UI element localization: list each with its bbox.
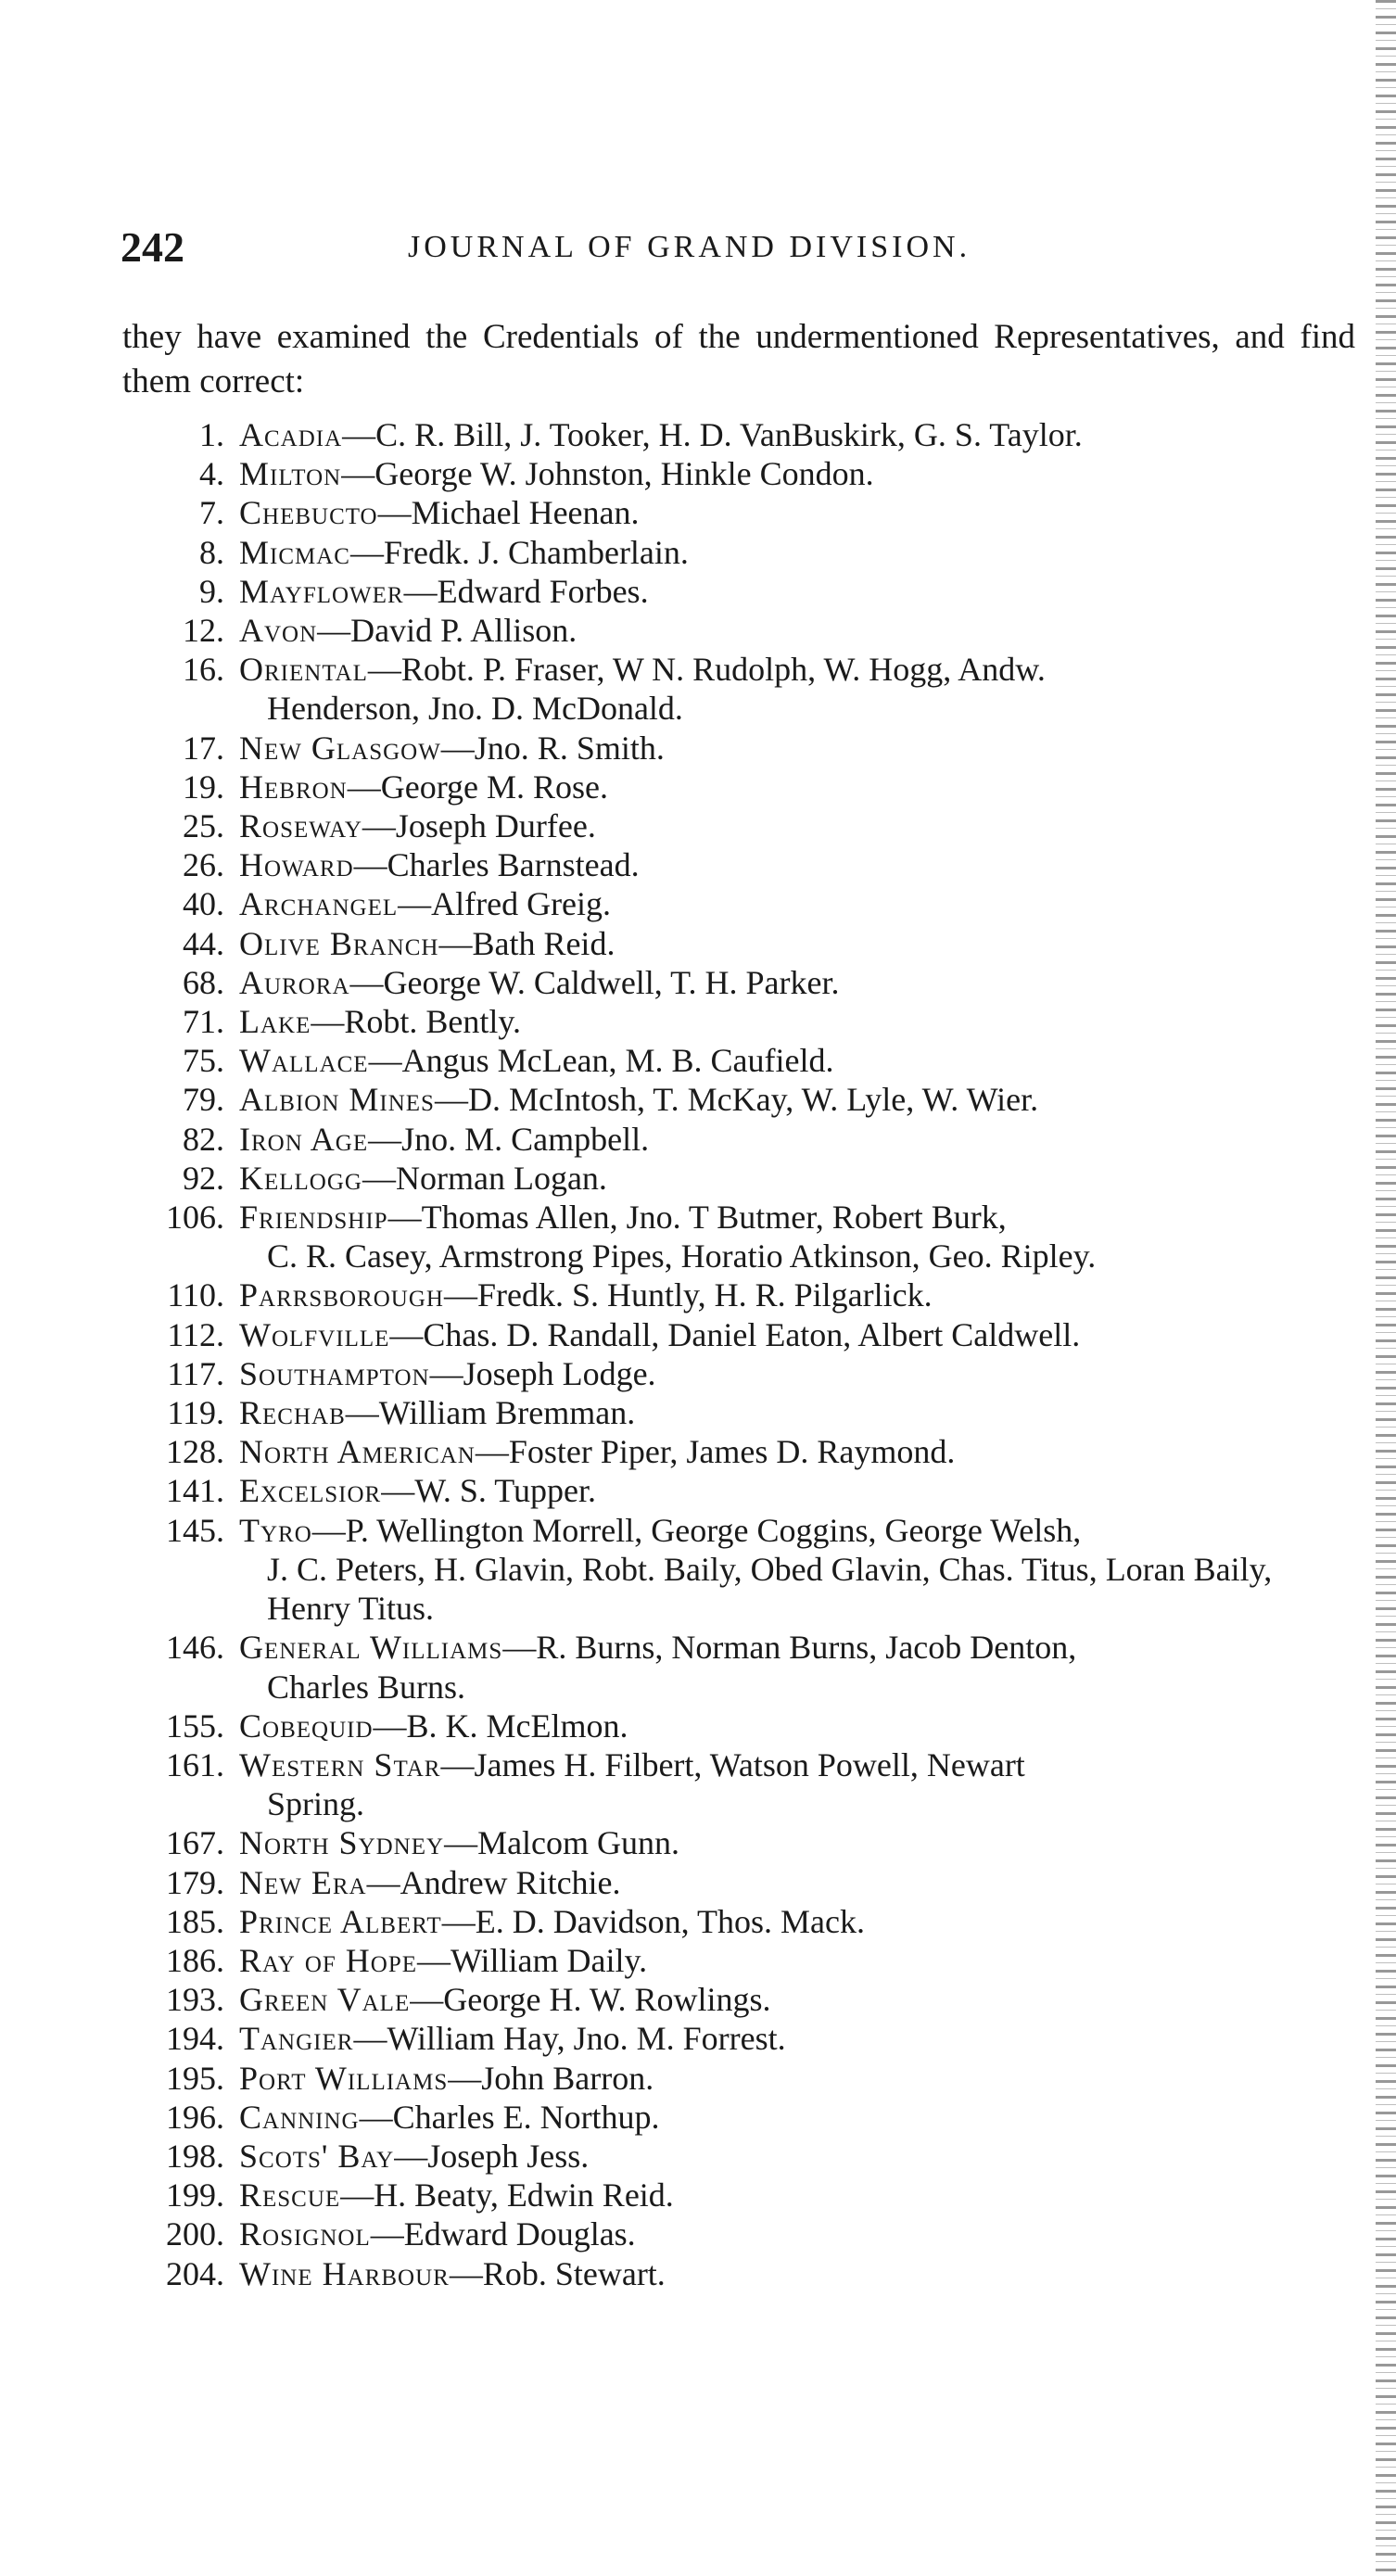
dash-separator: —: [349, 963, 384, 1001]
entry-number: 110.: [167, 1276, 224, 1314]
entry-number: 4.: [199, 455, 224, 493]
entry-body: [239, 2137, 1353, 2176]
entry-body: [239, 1863, 1353, 1902]
dash-separator: —: [410, 1981, 444, 2019]
dash-separator: —: [362, 807, 396, 845]
dash-separator: —: [366, 1863, 400, 1901]
lodge-name: North American: [239, 1433, 476, 1471]
entry-body: [239, 1707, 1353, 1745]
entry-number: 26.: [183, 846, 224, 884]
representative-names: P. Wellington Morrell, George Coggins, George Welsh,: [345, 1511, 1082, 1549]
list-item: [121, 1080, 1353, 1119]
representative-names: William Bremman.: [378, 1394, 636, 1432]
dash-separator: —: [440, 729, 475, 767]
representative-names: Alfred Greig.: [431, 885, 612, 923]
dash-separator: —: [370, 2215, 404, 2253]
entry-number: 141.: [166, 1472, 224, 1510]
entry-body: [239, 611, 1353, 650]
representative-names-continued: J. C. Peters, H. Glavin, Robt. Baily, Obed Glavin, Chas. Titus, Loran Baily, Henry Titus.: [267, 1550, 1273, 1628]
representative-names: George W. Johnston, Hinkle Condon.: [374, 455, 874, 493]
dash-separator: —: [347, 768, 381, 806]
lodge-name: Scots' Bay: [239, 2137, 395, 2175]
representative-names: C. R. Bill, J. Tooker, H. D. VanBuskirk, G. S. Taylor.: [375, 416, 1083, 453]
dash-separator: —: [377, 494, 412, 532]
entry-body: [239, 729, 1353, 768]
entry-body: [239, 2176, 1353, 2214]
list-item: [121, 1823, 1353, 1862]
lodge-name: Friendship: [239, 1199, 388, 1237]
entry-number: 68.: [183, 963, 224, 1001]
dash-separator: —: [368, 1120, 402, 1158]
entry-body: [239, 1941, 1353, 1980]
entry-body: [239, 1980, 1353, 2019]
dash-separator: —: [443, 1276, 477, 1314]
dash-separator: —: [417, 1941, 451, 1979]
lodge-name: Ray of Hope: [239, 1941, 418, 1979]
entry-number: 71.: [183, 1003, 224, 1041]
representative-names: Jno. R. Smith.: [474, 729, 665, 767]
dash-separator: —: [349, 533, 384, 571]
lodge-name: Albion Mines: [239, 1081, 435, 1119]
dash-separator: —: [444, 1824, 478, 1862]
list-item: [121, 1002, 1353, 1041]
lodge-name: Rescue: [239, 2176, 341, 2214]
lodge-name: Micmac: [239, 533, 350, 571]
lodge-name: Milton: [239, 455, 342, 493]
entry-body: [239, 2214, 1353, 2253]
dash-separator: —: [389, 1315, 424, 1353]
entry-number: 204.: [166, 2254, 224, 2292]
dash-separator: —: [359, 2098, 393, 2136]
list-item: [121, 1432, 1353, 1471]
lodge-name: Southampton: [239, 1354, 430, 1392]
entry-body: [239, 1393, 1353, 1432]
lodge-name: Rechab: [239, 1394, 346, 1432]
entry-number: 196.: [166, 2098, 224, 2136]
entry-body: [239, 2254, 1353, 2293]
list-item: [121, 1041, 1353, 1080]
list-item: [121, 2019, 1353, 2058]
list-item: [121, 1511, 1353, 1629]
entry-number: 8.: [199, 533, 224, 571]
list-item: [121, 1745, 1353, 1823]
lodge-name: Olive Branch: [239, 924, 439, 962]
list-item: [121, 611, 1353, 650]
entry-number: 7.: [199, 494, 224, 532]
lodge-name: Tangier: [239, 2020, 354, 2058]
entry-body: [239, 2098, 1353, 2137]
lodge-name: Chebucto: [239, 494, 378, 532]
list-item: [121, 2214, 1353, 2253]
lodge-name: Oriental: [239, 651, 368, 689]
dash-separator: —: [353, 2020, 387, 2058]
dash-separator: —: [340, 2176, 374, 2214]
entry-number: 117.: [167, 1354, 224, 1392]
dash-separator: —: [342, 416, 376, 453]
lodge-name: Mayflower: [239, 572, 404, 610]
entry-number: 112.: [167, 1315, 224, 1353]
lodge-name: Avon: [239, 612, 318, 650]
lodge-name: Cobequid: [239, 1707, 374, 1745]
list-item: [121, 533, 1353, 572]
entry-body: [239, 415, 1353, 454]
list-item: [121, 2176, 1353, 2214]
entry-body: [239, 1745, 1353, 1823]
dash-separator: —: [429, 1354, 463, 1392]
lodge-name: Western Star: [239, 1745, 441, 1783]
representative-names: E. D. Davidson, Thos. Mack.: [475, 1902, 865, 1940]
representative-names: Andrew Ritchie.: [400, 1863, 621, 1901]
representative-names: David P. Allison.: [350, 612, 577, 650]
lodge-name: Iron Age: [239, 1120, 369, 1158]
lodge-name: Kellogg: [239, 1159, 362, 1197]
entry-body: [239, 1159, 1353, 1198]
representative-names: Joseph Lodge.: [463, 1354, 656, 1392]
representative-names: Fredk. S. Huntly, H. R. Pilgarlick.: [476, 1276, 933, 1314]
entry-number: 145.: [166, 1511, 224, 1549]
entry-number: 16.: [183, 651, 224, 689]
entry-number: 167.: [166, 1824, 224, 1862]
representative-names: Joseph Jess.: [427, 2137, 590, 2175]
list-item: [121, 1393, 1353, 1432]
entry-number: 185.: [166, 1902, 224, 1940]
entry-body: [239, 1628, 1353, 1706]
list-item: [121, 845, 1353, 884]
lodge-name: New Glasgow: [239, 729, 441, 767]
lodge-name: Roseway: [239, 807, 362, 845]
list-item: [121, 884, 1353, 923]
entry-number: 106.: [166, 1199, 224, 1237]
dash-separator: —: [345, 1394, 379, 1432]
dash-separator: —: [502, 1629, 537, 1667]
lodge-name: Excelsior: [239, 1472, 382, 1510]
lodge-name: Canning: [239, 2098, 360, 2136]
lodge-name: Aurora: [239, 963, 350, 1001]
lodge-name: General Williams: [239, 1629, 503, 1667]
entry-body: [239, 1315, 1353, 1354]
entry-number: 1.: [199, 416, 224, 453]
list-item: [121, 1863, 1353, 1902]
running-title: JOURNAL OF GRAND DIVISION.: [408, 230, 971, 264]
entry-body: [239, 806, 1353, 845]
representative-names: George M. Rose.: [380, 768, 609, 806]
dash-separator: —: [403, 572, 438, 610]
list-item: [121, 1275, 1353, 1314]
dash-separator: —: [394, 2137, 428, 2175]
dash-separator: —: [362, 1159, 396, 1197]
dash-separator: —: [353, 846, 387, 884]
entry-body: [239, 1120, 1353, 1159]
entry-number: 179.: [166, 1863, 224, 1901]
entry-body: [239, 2019, 1353, 2058]
entry-body: [239, 1080, 1353, 1119]
intro-paragraph: they have examined the Credentials of the undermentioned Representatives, and find them correct:: [122, 318, 1355, 400]
dash-separator: —: [317, 612, 351, 650]
representative-names: Angus McLean, M. B. Caufield.: [401, 1042, 834, 1080]
entry-body: [239, 454, 1353, 493]
representative-names: Chas. D. Randall, Daniel Eaton, Albert Caldwell.: [423, 1315, 1081, 1353]
dash-separator: —: [387, 1199, 422, 1237]
entry-number: 128.: [166, 1433, 224, 1471]
dash-separator: —: [441, 1902, 476, 1940]
entry-body: [239, 533, 1353, 572]
lodge-name: Parrsborough: [239, 1276, 444, 1314]
entry-body: [239, 1511, 1353, 1629]
dash-separator: —: [398, 885, 432, 923]
lodge-name: Rosignol: [239, 2215, 371, 2253]
entry-number: 44.: [183, 924, 224, 962]
list-item: [121, 1471, 1353, 1510]
list-item: [121, 650, 1353, 728]
representative-names: R. Burns, Norman Burns, Jacob Denton,: [536, 1629, 1077, 1667]
lodge-name: Green Vale: [239, 1981, 411, 2019]
representative-names: Foster Piper, James D. Raymond.: [508, 1433, 956, 1471]
entry-number: 19.: [183, 768, 224, 806]
dash-separator: —: [341, 455, 375, 493]
entry-body: [239, 884, 1353, 923]
representative-names: George W. Caldwell, T. H. Parker.: [383, 963, 840, 1001]
entry-body: [239, 493, 1353, 532]
entry-body: [239, 1471, 1353, 1510]
entry-number: 79.: [183, 1081, 224, 1119]
list-item: [121, 729, 1353, 768]
entry-number: 146.: [166, 1629, 224, 1667]
entry-number: 198.: [166, 2137, 224, 2175]
lodge-name: Archangel: [239, 885, 399, 923]
list-item: [121, 1120, 1353, 1159]
representative-names-continued: Spring.: [267, 1785, 365, 1823]
representative-names: William Daily.: [451, 1941, 648, 1979]
dash-separator: —: [381, 1472, 415, 1510]
lodge-name: Hebron: [239, 768, 348, 806]
dash-separator: —: [368, 1042, 402, 1080]
list-item: [121, 1198, 1353, 1275]
lodge-name: Wallace: [239, 1042, 369, 1080]
representative-names: Robt. Bently.: [344, 1003, 522, 1041]
representative-names: Bath Reid.: [472, 924, 616, 962]
entry-body: [239, 768, 1353, 806]
entry-body: [239, 963, 1353, 1002]
entry-number: 161.: [166, 1745, 224, 1783]
entry-body: [239, 650, 1353, 728]
entry-body: [239, 924, 1353, 963]
list-item: [121, 924, 1353, 963]
dash-separator: —: [475, 1433, 509, 1471]
representative-names: Malcom Gunn.: [477, 1824, 680, 1862]
list-item: [121, 768, 1353, 806]
representative-names: James H. Filbert, Watson Powell, Newart: [474, 1745, 1025, 1783]
representative-names: B. K. McElmon.: [406, 1707, 628, 1745]
entry-number: 92.: [183, 1159, 224, 1197]
list-item: [121, 2254, 1353, 2293]
entry-number: 119.: [167, 1394, 224, 1432]
entry-body: [239, 1354, 1353, 1393]
dash-separator: —: [367, 651, 401, 689]
representative-names: Joseph Durfee.: [395, 807, 596, 845]
representative-names: Norman Logan.: [395, 1159, 607, 1197]
representative-names-continued: C. R. Casey, Armstrong Pipes, Horatio Atkinson, Geo. Ripley.: [267, 1237, 1097, 1275]
entry-number: 9.: [199, 572, 224, 610]
list-item: [121, 2137, 1353, 2176]
list-item: [121, 1980, 1353, 2019]
representative-names: W. S. Tupper.: [414, 1472, 596, 1510]
entry-number: 25.: [183, 807, 224, 845]
page-number: 242: [121, 223, 184, 271]
entry-body: [239, 1902, 1353, 1941]
entry-body: [239, 1275, 1353, 1314]
entry-body: [239, 1823, 1353, 1862]
representative-names: Rob. Stewart.: [482, 2254, 666, 2292]
entry-body: [239, 845, 1353, 884]
lodge-name: New Era: [239, 1863, 367, 1901]
dash-separator: —: [440, 1745, 475, 1783]
entry-body: [239, 2059, 1353, 2098]
dash-separator: —: [373, 1707, 407, 1745]
list-item: [121, 1628, 1353, 1706]
entry-number: 17.: [183, 729, 224, 767]
lodge-name: Wine Harbour: [239, 2254, 450, 2292]
entry-body: [239, 1002, 1353, 1041]
representative-names: George H. W. Rowlings.: [443, 1981, 771, 2019]
entry-number: 195.: [166, 2059, 224, 2097]
list-item: [121, 493, 1353, 532]
representative-names-continued: Charles Burns.: [267, 1668, 465, 1706]
entry-number: 12.: [183, 612, 224, 650]
lodge-name: Howard: [239, 846, 354, 884]
lodge-name: North Sydney: [239, 1824, 445, 1862]
representative-names: John Barron.: [481, 2059, 654, 2097]
representative-names: Thomas Allen, Jno. T Butmer, Robert Burk,: [421, 1199, 1007, 1237]
list-item: [121, 415, 1353, 454]
entry-number: 155.: [166, 1707, 224, 1745]
representative-names: Fredk. J. Chamberlain.: [383, 533, 689, 571]
lodge-name: Prince Albert: [239, 1902, 442, 1940]
representative-names: Edward Douglas.: [403, 2215, 636, 2253]
list-item: [121, 1159, 1353, 1198]
dash-separator: —: [448, 2059, 482, 2097]
list-item: [121, 1707, 1353, 1745]
representatives-list: [121, 415, 1353, 2293]
dash-separator: —: [434, 1081, 468, 1119]
entry-number: 82.: [183, 1120, 224, 1158]
list-item: [121, 2059, 1353, 2098]
page-header: [121, 222, 1363, 278]
representative-names-continued: Henderson, Jno. D. McDonald.: [267, 690, 683, 728]
lodge-name: Lake: [239, 1003, 311, 1041]
dash-separator: —: [311, 1511, 346, 1549]
list-item: [121, 1902, 1353, 1941]
entry-body: [239, 1198, 1353, 1275]
entry-body: [239, 1432, 1353, 1471]
entry-number: 193.: [166, 1981, 224, 2019]
list-item: [121, 2098, 1353, 2137]
list-item: [121, 572, 1353, 611]
list-item: [121, 454, 1353, 493]
dash-separator: —: [438, 924, 473, 962]
representative-names: H. Beaty, Edwin Reid.: [374, 2176, 674, 2214]
representative-names: Robt. P. Fraser, W N. Rudolph, W. Hogg, Andw.: [400, 651, 1046, 689]
entry-body: [239, 1041, 1353, 1080]
lodge-name: Tyro: [239, 1511, 312, 1549]
entry-number: 75.: [183, 1042, 224, 1080]
entry-number: 199.: [166, 2176, 224, 2214]
scan-edge-border: [1376, 0, 1396, 2576]
entry-number: 40.: [183, 885, 224, 923]
representative-names: Edward Forbes.: [437, 572, 649, 610]
list-item: [121, 1941, 1353, 1980]
representative-names: D. McIntosh, T. McKay, W. Lyle, W. Wier.: [467, 1081, 1039, 1119]
representative-names: Jno. M. Campbell.: [401, 1120, 650, 1158]
representative-names: Charles Barnstead.: [387, 846, 640, 884]
dash-separator: —: [311, 1003, 345, 1041]
list-item: [121, 806, 1353, 845]
list-item: [121, 963, 1353, 1002]
lodge-name: Acadia: [239, 416, 343, 453]
representative-names: William Hay, Jno. M. Forrest.: [387, 2020, 786, 2058]
entry-number: 186.: [166, 1941, 224, 1979]
lodge-name: Wolfville: [239, 1315, 390, 1353]
entry-number: 194.: [166, 2020, 224, 2058]
list-item: [121, 1315, 1353, 1354]
entry-body: [239, 572, 1353, 611]
representative-names: Michael Heenan.: [411, 494, 640, 532]
entry-number: 200.: [166, 2215, 224, 2253]
list-item: [121, 1354, 1353, 1393]
dash-separator: —: [449, 2254, 483, 2292]
lodge-name: Port Williams: [239, 2059, 449, 2097]
representative-names: Charles E. Northup.: [392, 2098, 660, 2136]
